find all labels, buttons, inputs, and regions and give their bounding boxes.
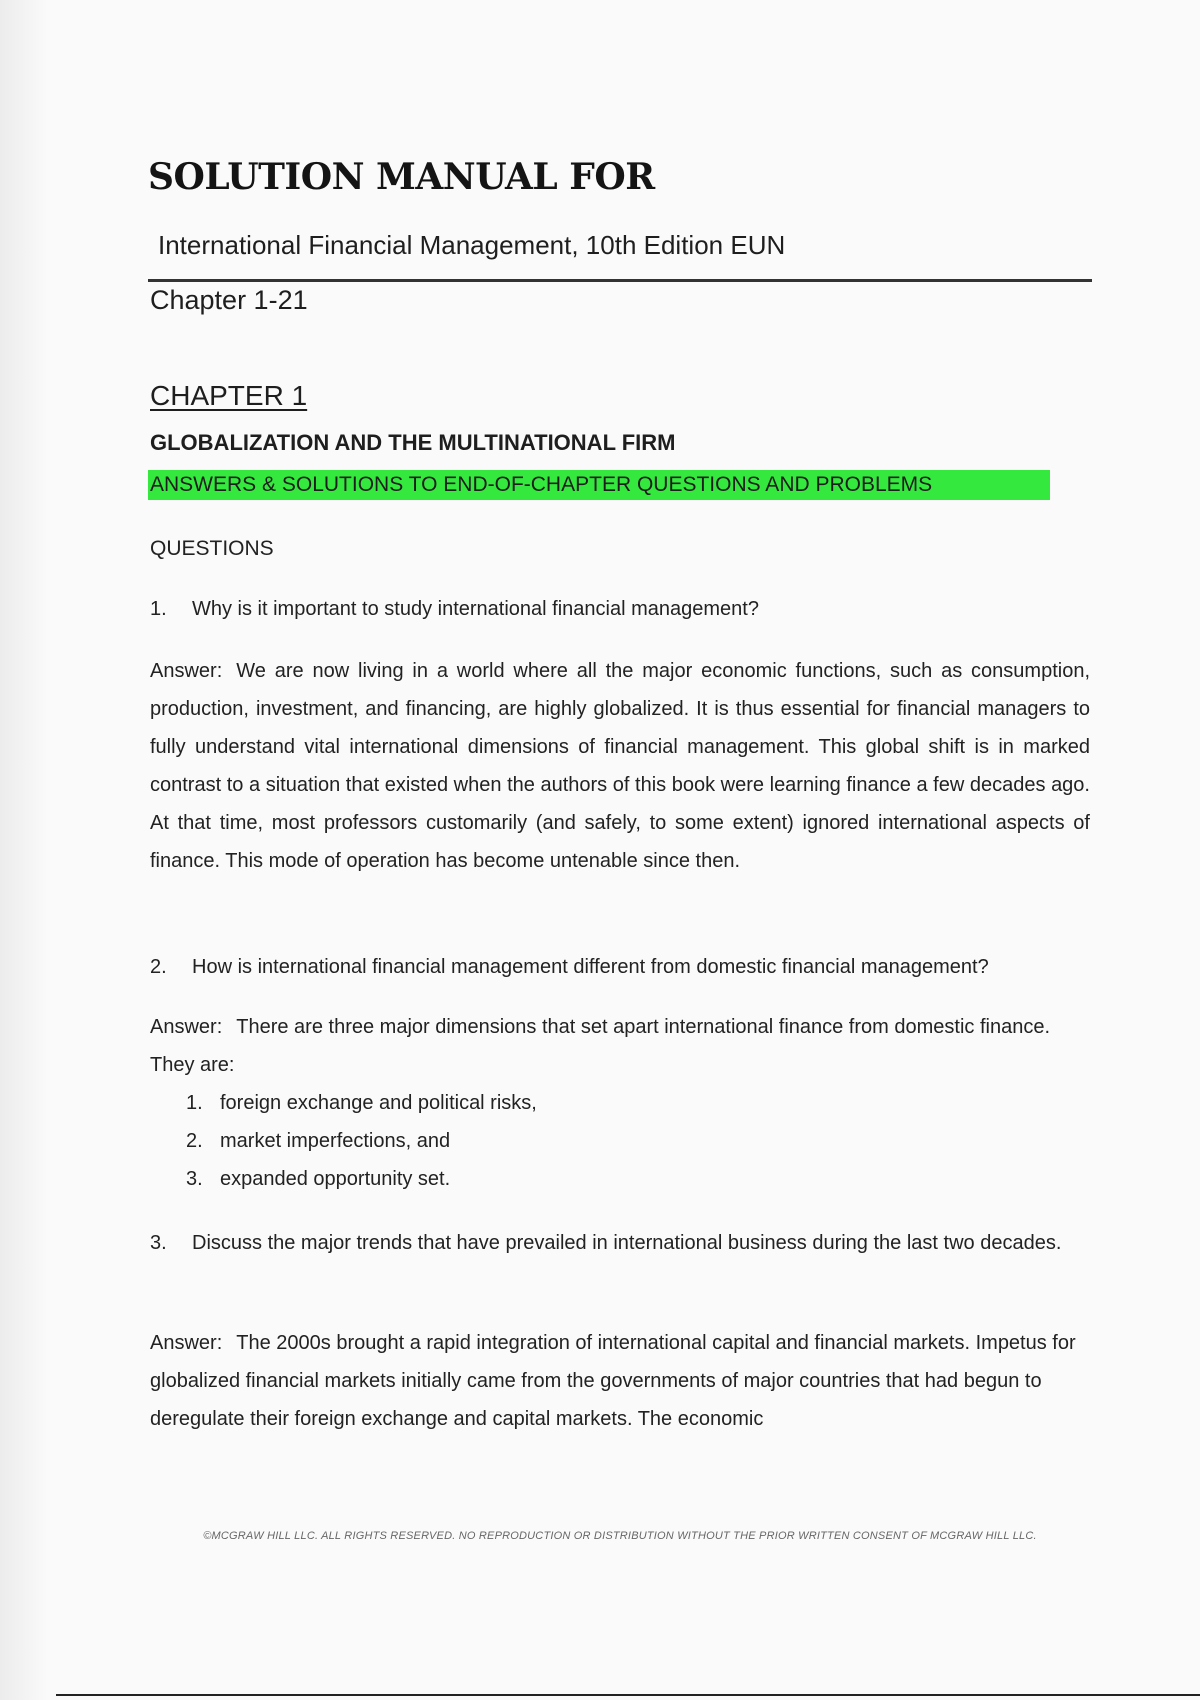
chapter-title: GLOBALIZATION AND THE MULTINATIONAL FIRM (150, 430, 676, 455)
list-item (186, 1084, 537, 1122)
chapter-label: CHAPTER 1 (150, 380, 308, 411)
question-text: Discuss the major trends that have prevailed in international business during the last two decades. (192, 1232, 1062, 1254)
manual-title: SOLUTION MANUAL FOR (148, 156, 655, 198)
answer-1 (150, 652, 1090, 880)
answer-3 (150, 1324, 1090, 1438)
answer-text: There are three major dimensions that set apart international finance from domestic finance. They are: (150, 1016, 1050, 1076)
list-item-number: 1. (186, 1092, 203, 1114)
question-1 (150, 590, 1090, 628)
list-item-number: 2. (186, 1130, 203, 1152)
copyright-footer: ©MCGRAW HILL LLC. ALL RIGHTS RESERVED. NO REPRODUCTION OR DISTRIBUTION WITHOUT THE PRIOR WRITTEN CONSENT OF MCGRAW HILL LLC. (203, 1530, 1037, 1542)
answer-label: Answer: (150, 1332, 223, 1354)
list-item (186, 1122, 450, 1160)
answer-text: We are now living in a world where all the major economic functions, such as consumption, production, investment, and financing, are highly globalized. It is thus essential for financial managers to fully understand vital international dimensions of financial management. This global shift is in marked contrast to a situation that existed when the authors of this book were learning finance a few decades ago. At that time, most professors customarily (and safely, to some extent) ignored international aspects of finance. This mode of operation has become untenable since then. (150, 660, 1090, 872)
highlighted-section-title: ANSWERS & SOLUTIONS TO END-OF-CHAPTER QUESTIONS AND PROBLEMS (148, 470, 1050, 500)
question-text: How is international financial management different from domestic financial management? (192, 956, 989, 978)
list-item (186, 1160, 450, 1198)
question-2 (150, 948, 1090, 986)
answer-2 (150, 1008, 1090, 1084)
question-number: 3. (150, 1232, 167, 1254)
question-text: Why is it important to study international financial management? (192, 598, 759, 620)
question-number: 1. (150, 598, 167, 620)
answer-text: The 2000s brought a rapid integration of international capital and financial markets. Impetus for globalized financial markets initially came from the governments of major countries that had begun to deregulate their foreign exchange and capital markets. The economic (150, 1332, 1076, 1430)
list-item-text: expanded opportunity set. (220, 1168, 451, 1190)
answer-label: Answer: (150, 660, 223, 682)
list-item-text: foreign exchange and political risks, (220, 1092, 537, 1114)
list-item-number: 3. (186, 1168, 203, 1190)
header-divider (148, 279, 1092, 282)
page-edge-shadow (0, 0, 48, 1700)
bottom-divider (56, 1694, 1200, 1696)
question-3 (150, 1224, 1090, 1262)
list-item-text: market imperfections, and (220, 1130, 451, 1152)
question-number: 2. (150, 956, 167, 978)
chapter-range: Chapter 1-21 (150, 285, 308, 315)
book-title: International Financial Management, 10th Edition EUN (158, 230, 786, 260)
questions-heading: QUESTIONS (150, 537, 274, 560)
answer-label: Answer: (150, 1016, 223, 1038)
